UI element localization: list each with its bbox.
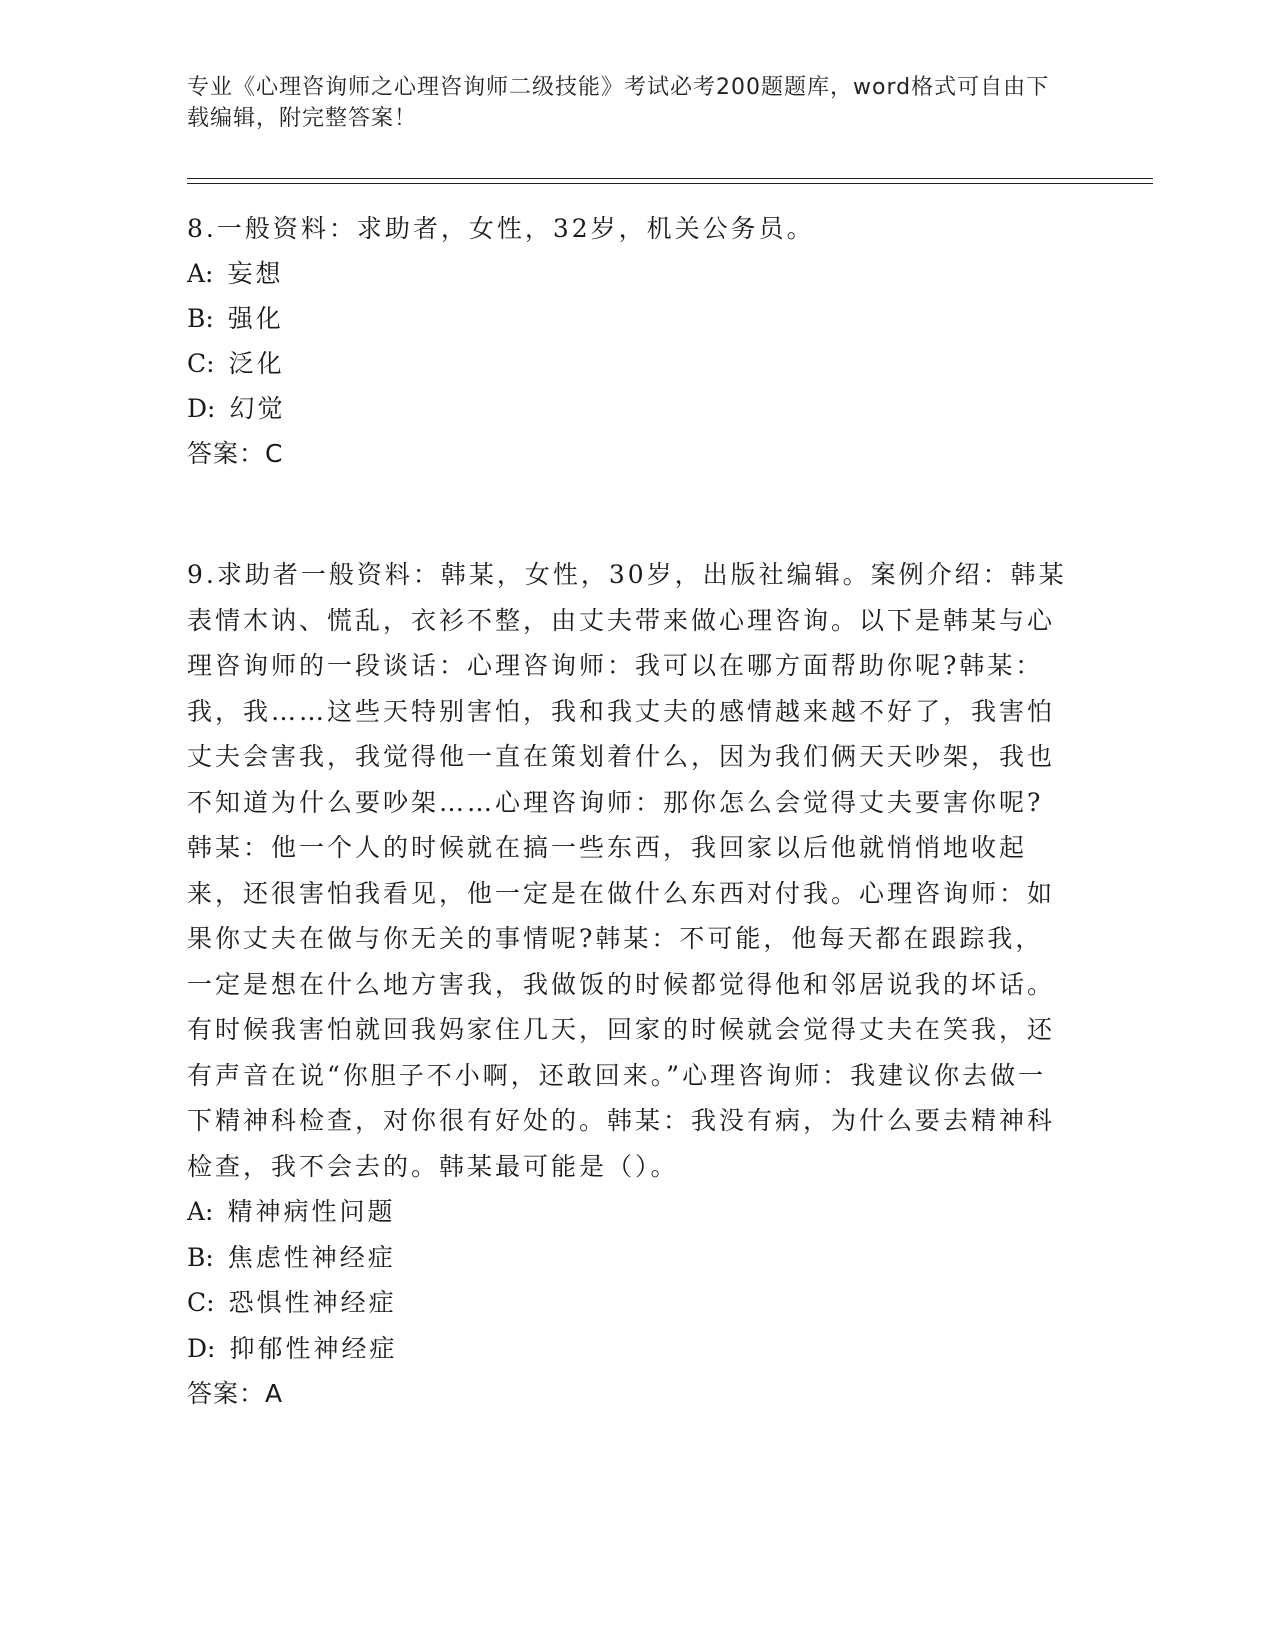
option-text: 焦虑性神经症 xyxy=(227,1242,396,1272)
option-key: A: xyxy=(187,259,214,288)
option-b xyxy=(187,296,1067,341)
option-key: D: xyxy=(187,394,216,423)
option-text: 恐惧性神经症 xyxy=(228,1288,397,1317)
option-key: C: xyxy=(187,1288,215,1317)
option-d xyxy=(187,386,1067,431)
option-a xyxy=(187,1189,1067,1235)
option-text: 精神病性问题 xyxy=(227,1197,396,1226)
option-text: 泛化 xyxy=(228,349,285,378)
question-9 xyxy=(187,552,1067,1416)
document-header: 专业《心理咨询师之心理咨询师二级技能》考试必考200题题库，word格式可自由下载编辑，附完整答案！ xyxy=(187,75,1050,131)
question-stem: 9.求助者一般资料：韩某，女性，30岁，出版社编辑。案例介绍：韩某表情木讷、慌乱，衣衫不整，由丈夫带来做心理咨询。以下是韩某与心理咨询师的一段谈话：心理咨询师：我可以在哪方面帮助你呢?韩某：我，我……这些天特别害怕，我和我丈夫的感情越来越不好了，我害怕丈夫会害我，我觉得他一直在策划着什么，因为我们俩天天吵架，我也不知道为什么要吵架……心理咨询师：那你怎么会觉得丈夫要害你呢?韩某：他一个人的时候就在搞一些东西，我回家以后他就悄悄地收起来，还很害怕我看见，他一定是在做什么东西对付我。心理咨询师：如果你丈夫在做与你无关的事情呢?韩某：不可能，他每天都在跟踪我，一定是想在什么地方害我，我做饭的时候都觉得他和邻居说我的坏话。有时候我害怕就回我妈家住几天，回家的时候就会觉得丈夫在笑我，还有声音在说“你胆子不小啊，还敢回来。”心理咨询师：我建议你去做一下精神科检查，对你很有好处的。韩某：我没有病，为什么要去精神科检查，我不会去的。韩某最可能是（）。 xyxy=(187,560,1067,1181)
option-key: C: xyxy=(187,349,215,378)
option-c xyxy=(187,1280,1067,1326)
option-c xyxy=(187,341,1067,386)
answer-line: 答案：A xyxy=(187,1379,284,1408)
option-text: 妄想 xyxy=(227,259,284,288)
option-key: B: xyxy=(187,304,214,333)
option-text: 强化 xyxy=(227,304,284,333)
answer-line: 答案：C xyxy=(187,439,284,468)
header-divider-top xyxy=(187,178,1153,179)
option-text: 幻觉 xyxy=(229,394,286,423)
option-key: D: xyxy=(187,1333,216,1363)
question-stem: 8.一般资料：求助者，女性，32岁，机关公务员。 xyxy=(187,214,815,243)
header-divider-bottom xyxy=(187,183,1153,184)
option-key: A: xyxy=(187,1197,214,1226)
option-d xyxy=(187,1326,1067,1372)
option-a xyxy=(187,251,1067,296)
option-text: 抑郁性神经症 xyxy=(229,1333,398,1363)
option-b xyxy=(187,1235,1067,1281)
question-8 xyxy=(187,206,1067,476)
option-key: B: xyxy=(187,1242,214,1272)
